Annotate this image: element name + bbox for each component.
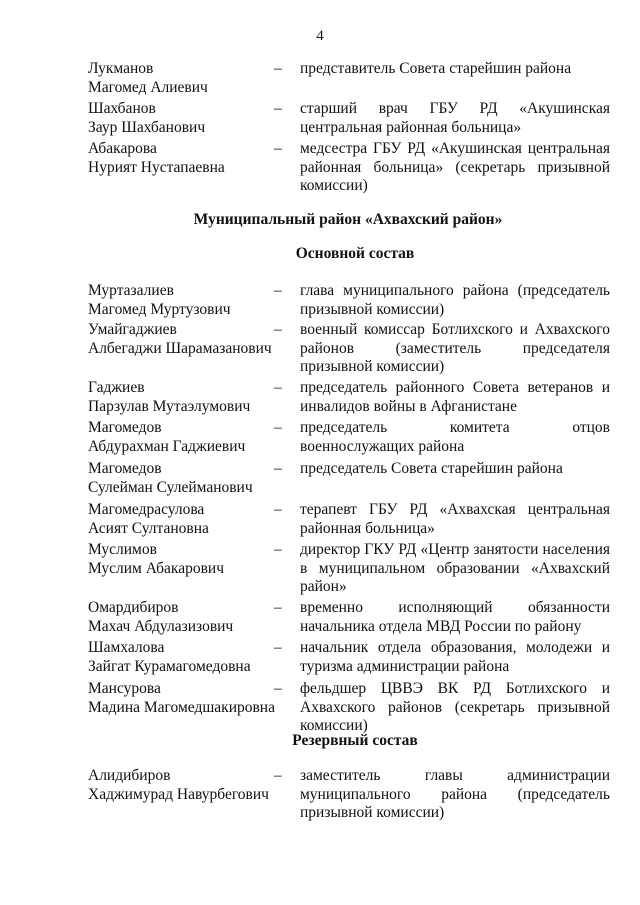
member-name [88,541,274,597]
member-name [88,140,274,196]
member-entry [88,639,610,676]
member-role: фельдшер ЦВВЭ ВК РД Ботлихского и Ахвахского районов (секретарь призывной комиссии) [300,680,610,734]
member-entry [88,60,610,97]
member-surname: Лукманов [88,60,154,77]
member-name [88,282,274,319]
dash-separator: – [274,379,282,396]
member-entry [88,460,610,497]
member-entry [88,140,610,196]
member-given-name: Заур Шахбанович [88,118,206,136]
member-surname: Абакарова [88,140,157,157]
dash-separator: – [274,100,282,117]
dash-separator: – [274,501,282,518]
member-role: военный комиссар Ботлихского и Ахвахского районов (заместитель председателя призывной комиссии) [300,321,610,375]
member-role: терапевт ГБУ РД «Ахвахская центральная районная больница» [300,501,610,537]
member-name [88,501,274,538]
member-role: начальник отдела образования, молодежи и туризма администрации района [300,639,610,675]
dash-separator: – [274,282,282,299]
member-name [88,599,274,636]
member-surname: Муслимов [88,541,157,558]
member-entry [88,282,610,319]
member-name [88,639,274,676]
dash-separator: – [274,419,282,436]
member-name [88,100,274,137]
member-name [88,460,274,497]
member-surname: Шамхалова [88,639,165,656]
member-surname: Магомедрасулова [88,501,205,518]
member-entry [88,599,610,636]
member-name [88,419,274,456]
member-role: директор ГКУ РД «Центр занятости населения в муниципальном образовании «Ахвахский район» [300,541,610,595]
member-role: старший врач ГБУ РД «Акушинская центральная районная больница» [300,100,610,136]
member-given-name: Сулейман Сулейманович [88,478,253,496]
member-given-name: Муслим Абакарович [88,559,224,577]
member-given-name: Магомед Алиевич [88,78,208,96]
member-surname: Муртазалиев [88,282,174,299]
member-entry [88,321,610,377]
member-given-name: Нурият Нустапаевна [88,158,225,176]
member-entry [88,541,610,597]
member-role: представитель Совета старейшин района [300,60,572,77]
member-surname: Магомедов [88,419,162,436]
dash-separator: – [274,460,282,477]
member-given-name: Зайгат Курамагомедовна [88,657,251,675]
member-entry [88,767,610,823]
member-name [88,321,274,377]
member-entry [88,379,610,416]
member-role: временно исполняющий обязанности начальника отдела МВД России по району [300,599,610,635]
dash-separator: – [274,767,282,784]
member-name [88,767,274,823]
member-entry [88,680,610,736]
member-role: председатель комитета отцов военнослужащих района [300,419,610,455]
member-name [88,379,274,416]
dash-separator: – [274,639,282,656]
member-given-name: Мадина Магомедшакировна [88,698,275,716]
dash-separator: – [274,321,282,338]
member-given-name: Хаджимурад Навурбегович [88,785,269,803]
member-surname: Омардибиров [88,599,179,616]
member-role: глава муниципального района (председатель призывной комиссии) [300,282,610,318]
member-surname: Шахбанов [88,100,156,117]
member-surname: Умайгаджиев [88,321,177,338]
dash-separator: – [274,599,282,616]
member-given-name: Магомед Муртузович [88,300,231,318]
member-surname: Алидибиров [88,767,171,784]
member-entry [88,501,610,538]
member-entry [88,100,610,137]
member-name [88,60,274,97]
member-role: медсестра ГБУ РД «Акушинская центральная районная больница» (секретарь призывной комиссии) [300,140,610,194]
member-given-name: Махач Абдулазизович [88,617,234,635]
member-given-name: Абдурахман Гаджиевич [88,437,246,455]
member-surname: Мансурова [88,680,161,697]
dash-separator: – [274,541,282,558]
member-surname: Гаджиев [88,379,145,396]
reserve-composition-heading: Резервный состав [292,732,418,749]
main-composition-heading: Основной состав [295,245,415,262]
dash-separator: – [274,680,282,697]
district-heading: Муниципальный район «Ахвахский район» [193,211,503,228]
member-given-name: Албегаджи Шарамазанович [88,339,272,357]
member-role: председатель районного Совета ветеранов и инвалидов войны в Афганистане [300,379,610,415]
member-role: заместитель главы администрации муниципального района (председатель призывной комиссии) [300,767,610,821]
member-entry [88,419,610,456]
member-given-name: Парзулав Мутаэлумович [88,397,251,415]
member-surname: Магомедов [88,460,162,477]
member-name [88,680,274,736]
page-number: 4 [316,28,324,44]
member-given-name: Асият Султановна [88,519,209,537]
dash-separator: – [274,140,282,157]
member-role: председатель Совета старейшин района [300,460,563,477]
dash-separator: – [274,60,282,77]
